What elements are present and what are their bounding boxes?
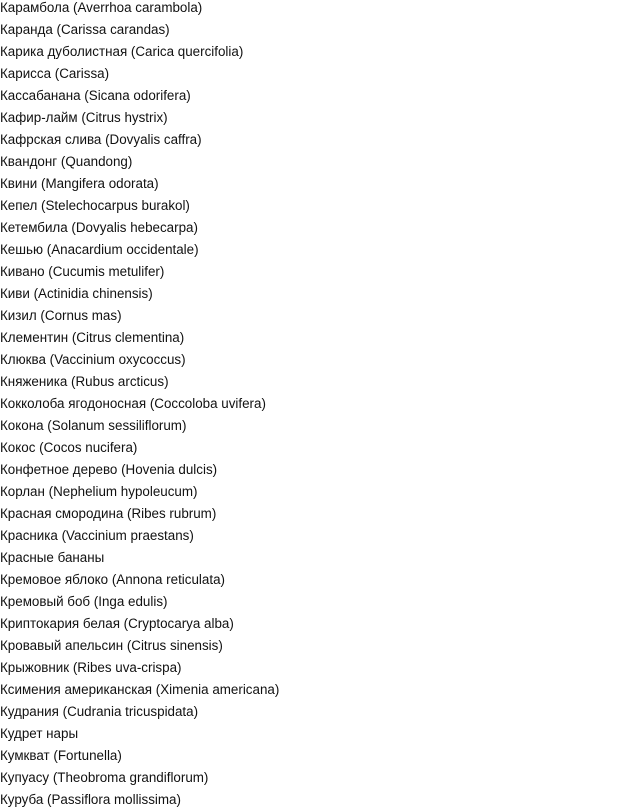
list-item: Кешью (Anacardium occidentale) (0, 242, 199, 257)
fruit-list (0, 0, 279, 811)
list-item: Карамбола (Averrhoa carambola) (0, 0, 203, 15)
list-item: Кремовое яблоко (Annona reticulata) (0, 572, 225, 587)
list-item: Квини (Mangifera odorata) (0, 176, 159, 191)
list-item: Конфетное дерево (Hovenia dulcis) (0, 462, 218, 477)
list-item: Кафрская слива (Dovyalis caffra) (0, 132, 202, 147)
list-item: Карисса (Carissa) (0, 66, 110, 81)
list-item: Красная смородина (Ribes rubrum) (0, 506, 217, 521)
list-item: Княженика (Rubus arcticus) (0, 374, 169, 389)
list-item: Кудрет нары (0, 726, 79, 741)
list-item: Кровавый апельсин (Citrus sinensis) (0, 638, 223, 653)
list-item: Кизил (Cornus mas) (0, 308, 122, 323)
list-item: Каранда (Carissa carandas) (0, 22, 170, 37)
list-item: Киви (Actinidia chinensis) (0, 286, 153, 301)
list-item: Кепел (Stelechocarpus burakol) (0, 198, 190, 213)
list-item: Кетембила (Dovyalis hebecarpa) (0, 220, 198, 235)
list-item: Куруба (Passiflora mollissima) (0, 792, 181, 807)
list-item: Кумкват (Fortunella) (0, 748, 122, 763)
list-item: Кокона (Solanum sessiliflorum) (0, 418, 187, 433)
list-item: Карика дуболистная (Carica quercifolia) (0, 44, 244, 59)
list-item: Кудрания (Cudrania tricuspidata) (0, 704, 199, 719)
list-item: Крыжовник (Ribes uva-crispa) (0, 660, 182, 675)
list-item: Криптокария белая (Cryptocarya alba) (0, 616, 234, 631)
list-item: Квандонг (Quandong) (0, 154, 133, 169)
list-item: Клюква (Vaccinium oxycoccus) (0, 352, 186, 367)
list-item: Клементин (Citrus clementina) (0, 330, 185, 345)
list-item: Кивано (Cucumis metulifer) (0, 264, 165, 279)
list-item: Кремовый боб (Inga edulis) (0, 594, 168, 609)
list-item: Корлан (Nephelium hypoleucum) (0, 484, 198, 499)
list-item: Красника (Vaccinium praestans) (0, 528, 194, 543)
list-item: Ксимения американская (Ximenia americana) (0, 682, 280, 697)
list-item: Кокколоба ягодоносная (Coccoloba uvifera) (0, 396, 266, 411)
list-item: Кафир-лайм (Citrus hystrix) (0, 110, 168, 125)
list-item: Кокос (Cocos nucifera) (0, 440, 138, 455)
list-item: Красные бананы (0, 550, 105, 565)
list-item: Кассабанана (Sicana odorifera) (0, 88, 191, 103)
list-item: Купуасу (Theobroma grandiflorum) (0, 770, 209, 785)
